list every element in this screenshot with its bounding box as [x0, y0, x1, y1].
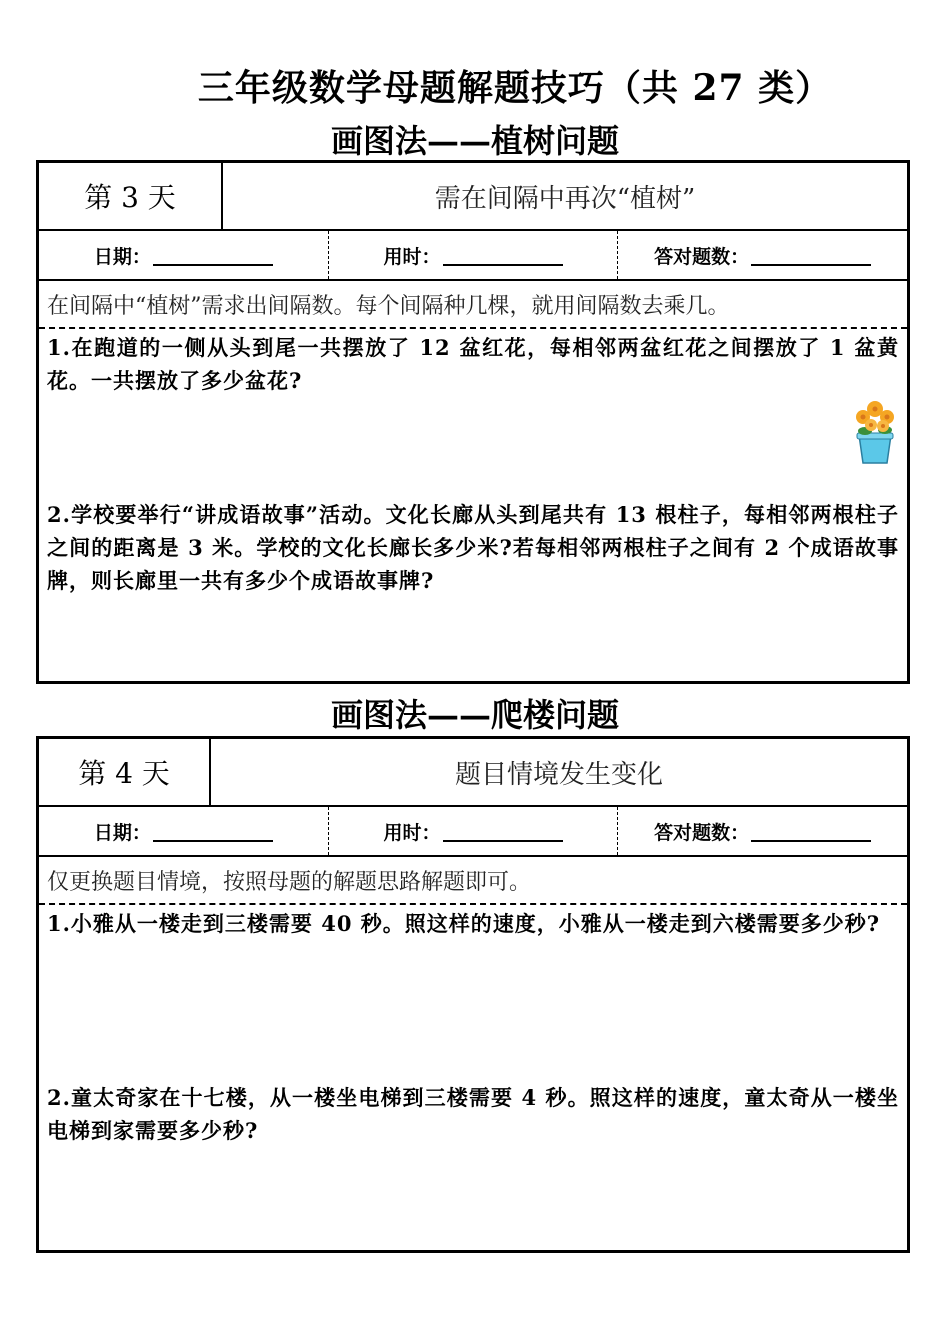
tip-text: 在间隔中“植树”需求出间隔数。每个间隔种几棵，就用间隔数去乘几。 [39, 281, 907, 329]
topic-label: 题目情境发生变化 [454, 759, 663, 790]
question-2: 2.童太奇家在十七楼，从一楼坐电梯到三楼需要 4 秒。照这样的速度，童太奇从一楼坐电梯到家需要多少秒? [47, 1085, 899, 1143]
date-field[interactable] [39, 231, 328, 279]
time-label: 用时： [383, 245, 441, 268]
section-title-stair-climbing: 画图法——爬楼问题 [330, 696, 619, 734]
date-field[interactable] [39, 807, 328, 855]
time-blank[interactable] [443, 820, 563, 842]
score-label: 答对题数： [654, 821, 750, 844]
meta-row [39, 231, 907, 281]
time-field[interactable] [328, 807, 618, 855]
score-label: 答对题数： [654, 245, 750, 268]
date-label: 日期： [93, 821, 151, 844]
time-field[interactable] [328, 231, 618, 279]
question-1: 1.小雅从一楼走到三楼需要 40 秒。照这样的速度，小雅从一楼走到六楼需要多少秒? [47, 911, 881, 936]
time-blank[interactable] [443, 244, 563, 266]
date-label: 日期： [93, 245, 151, 268]
day-label: 第 4 天 [39, 739, 211, 805]
page-title: 三年级数学母题解题技巧（共 27 类） [197, 67, 833, 109]
score-field[interactable] [617, 807, 907, 855]
section-title-tree-planting: 画图法——植树问题 [330, 122, 619, 160]
tip-text: 仅更换题目情境，按照母题的解题思路解题即可。 [39, 857, 907, 905]
date-blank[interactable] [153, 820, 273, 842]
score-field[interactable] [617, 231, 907, 279]
question-2: 2.学校要举行“讲成语故事”活动。文化长廊从头到尾共有 13 根柱子，每相邻两根柱子之间的距离是 3 米。学校的文化长廊长多少米?若每相邻两根柱子之间有 2 个成语故事牌，则长廊里一共有多少个成语故事牌? [47, 502, 899, 593]
score-blank[interactable] [751, 820, 871, 842]
question-1: 1.在跑道的一侧从头到尾一共摆放了 12 盆红花，每相邻两盆红花之间摆放了 1 盆黄花。一共摆放了多少盆花? [47, 335, 899, 393]
score-blank[interactable] [751, 244, 871, 266]
meta-row [39, 807, 907, 857]
day3-card [36, 160, 910, 684]
day4-card [36, 736, 910, 1253]
day-label: 第 3 天 [39, 163, 223, 229]
time-label: 用时： [383, 821, 441, 844]
date-blank[interactable] [153, 244, 273, 266]
potted-flower-icon [847, 397, 903, 465]
topic-label: 需在间隔中再次“植树” [434, 183, 696, 214]
